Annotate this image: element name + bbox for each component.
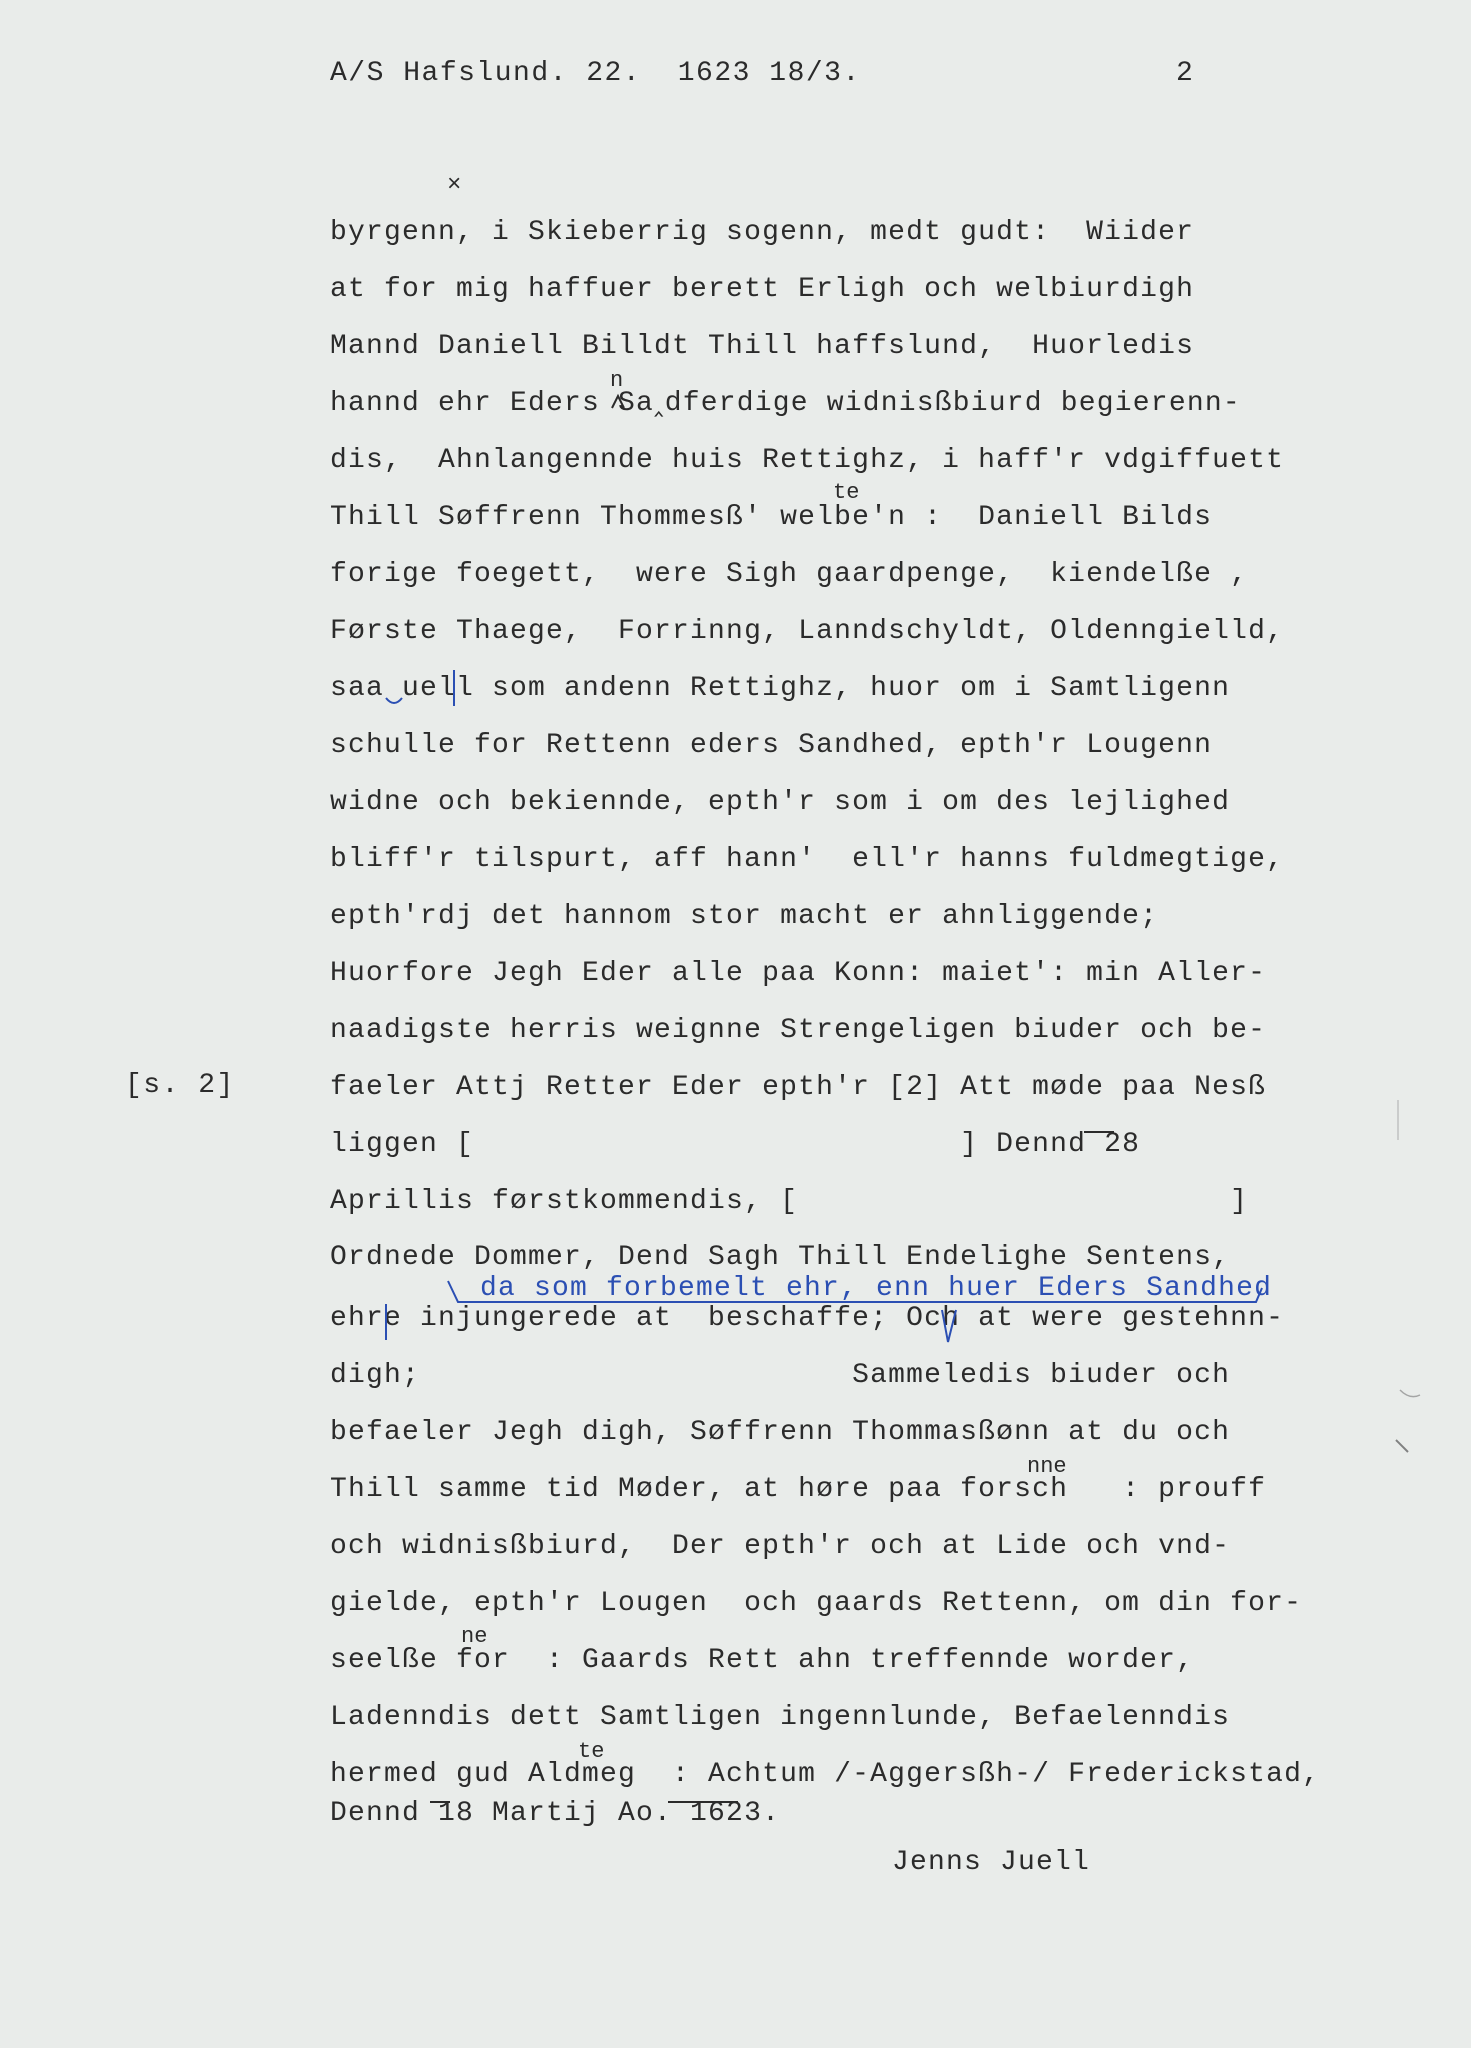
text-line: Huorfore Jegh Eder alle paa Konn: maiet': min Aller- (330, 958, 1267, 989)
text-line: forige foegett, were Sigh gaardpenge, kiendelße , (330, 559, 1249, 590)
stray-mark (1396, 1440, 1408, 1452)
stray-mark (1400, 1390, 1420, 1397)
text-line: faeler Attj Retter Eder epth'r [2] Att møde paa Nesß (330, 1072, 1267, 1103)
x-mark: × (447, 172, 462, 199)
text-line: Mannd Daniell Billdt Thill haffslund, Huorledis (330, 331, 1195, 362)
text-line: Ordnede Dommer, Dend Sagh Thill Endelighe Sentens, (330, 1242, 1231, 1273)
text-line: naadigste herris weignne Strengeligen biuder och be- (330, 1015, 1267, 1046)
text-line: Aprillis førstkommendis, [ ] (330, 1186, 1249, 1217)
text-line: dis, Ahnlangennde huis Rettighz, i haff'r vdgiffuett (330, 445, 1285, 476)
superscript-te: te (833, 480, 860, 505)
text-line: seelße for : Gaards Rett ahn treffennde worder, (330, 1645, 1195, 1676)
text-line: widne och bekiennde, epth'r som i om des lejlighed (330, 787, 1231, 818)
text-line: Dennd 18 Martij Ao. 1623. (330, 1798, 781, 1829)
text-line: och widnisßbiurd, Der epth'r och at Lide och vnd- (330, 1531, 1231, 1562)
handwritten-insertion: da som forbemelt ehr, enn huer Eders Sandhed (480, 1273, 1273, 1304)
superscript-te-2: te (578, 1739, 605, 1764)
text-line: hannd ehr Eders Sa‸dferdige widnisßbiurd begierenn- (330, 388, 1241, 419)
text-line: byrgenn, i Skieberrig sogenn, medt gudt: Wiider (330, 217, 1195, 248)
text-line: liggen [ ] Dennd 28 (330, 1129, 1141, 1160)
text-line: Ladenndis dett Samtligen ingennlunde, Befaelenndis (330, 1702, 1231, 1733)
text-line: schulle for Rettenn eders Sandhed, epth'r Lougenn (330, 730, 1213, 761)
signature: Jenns Juell (892, 1847, 1091, 1878)
insertion-n: n (610, 368, 624, 393)
text-line: bliff'r tilspurt, aff hann' ell'r hanns fuldmegtige, (330, 844, 1285, 875)
superscript-nne: nne (1027, 1454, 1067, 1479)
superscript-ne: ne (461, 1624, 488, 1649)
document-header: A/S Hafslund. 22. 1623 18/3. (330, 58, 861, 89)
margin-note: [s. 2] (125, 1070, 235, 1101)
text-line: hermed gud Aldmeg : Achtum /-Aggersßh-/ Frederickstad, (330, 1759, 1321, 1790)
text-line: ehre injungerede at beschaffe; Och at were gestehnn- (330, 1303, 1285, 1334)
text-line: Thill samme tid Møder, at høre paa forsch : prouff (330, 1474, 1267, 1505)
text-line: Thill Søffrenn Thommesß' welbe'n : Daniell Bilds (330, 502, 1213, 533)
text-line: befaeler Jegh digh, Søffrenn Thommasßønn at du och (330, 1417, 1231, 1448)
text-line: epth'rdj det hannom stor macht er ahnliggende; (330, 901, 1159, 932)
text-line: gielde, epth'r Lougen och gaards Rettenn, om din for- (330, 1588, 1303, 1619)
text-line: Første Thaege, Forrinng, Lanndschyldt, Oldenngielld, (330, 616, 1285, 647)
text-line: digh; Sammeledis biuder och (330, 1360, 1231, 1391)
text-line: at for mig haffuer berett Erligh och welbiurdigh (330, 274, 1195, 305)
text-line: saa uell som andenn Rettighz, huor om i Samtligenn (330, 673, 1231, 704)
page-number: 2 (1176, 58, 1195, 89)
